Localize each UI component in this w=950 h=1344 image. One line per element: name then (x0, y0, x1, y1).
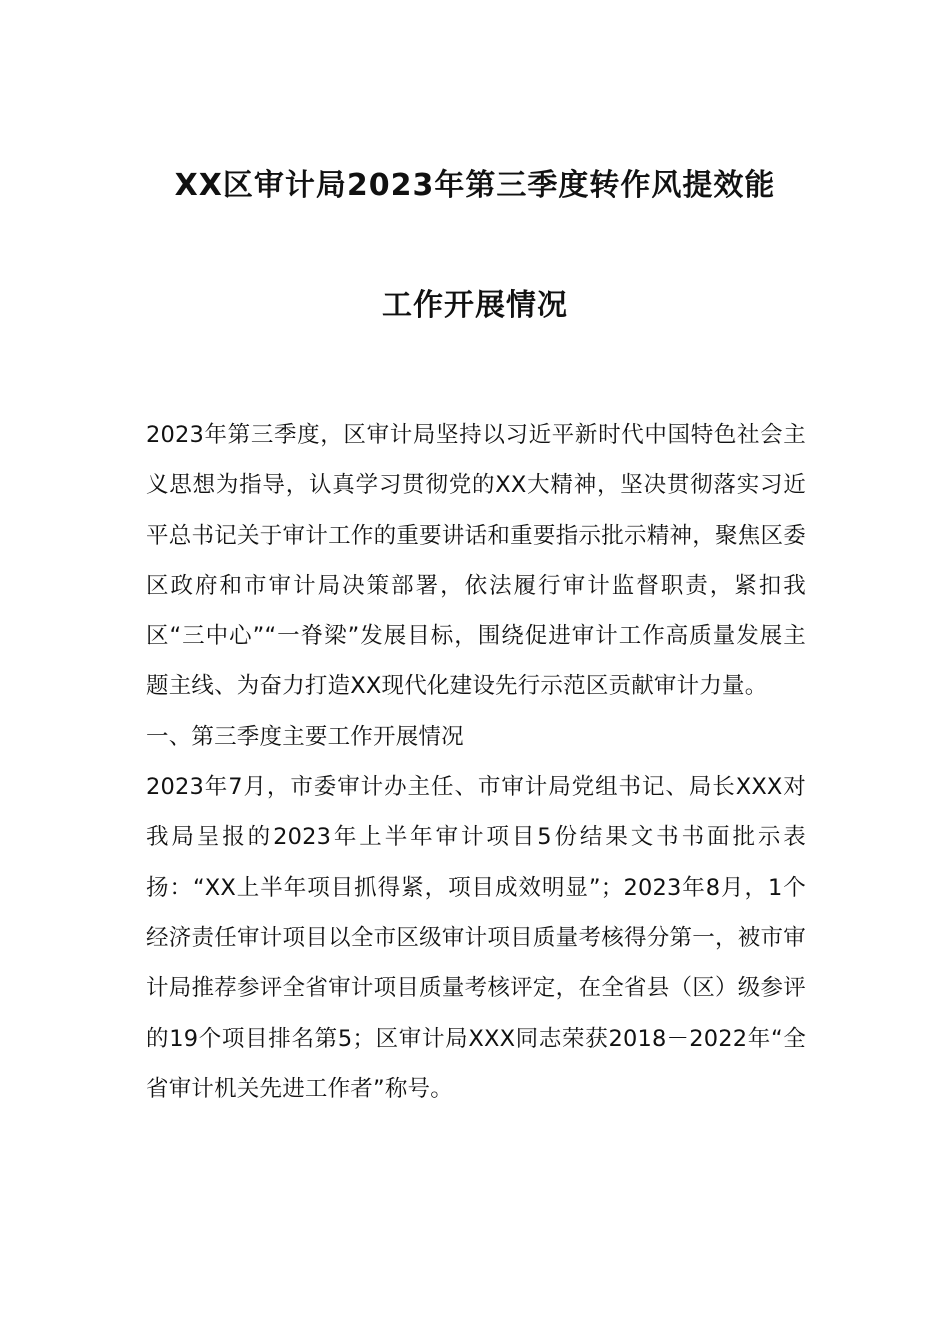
document-body (146, 410, 806, 1114)
document-title-line-2: 工作开展情况 (382, 288, 568, 323)
section-heading: 一、第三季度主要工作开展情况 (146, 723, 464, 750)
achievements-paragraph: 2023年7月，市委审计办主任、市审计局党组书记、局长XXX对我局呈报的2023年上半年审计项目5份结果文书书面批示表扬：“XX上半年项目抓得紧，项目成效明显”；2023年8月，1个经济责任审计项目以全市区级审计项目质量考核得分第一，被市审计局推荐参评全省审计项目质量考核评定，在全省县（区）级参评的19个项目排名第5；区审计局XXX同志荣获2018－2022年“全省审计机关先进工作者”称号。 (146, 774, 806, 1102)
document-title-line-1: XX区审计局2023年第三季度转作风提效能 (174, 168, 776, 203)
intro-paragraph: 2023年第三季度，区审计局坚持以习近平新时代中国特色社会主义思想为指导，认真学习贯彻党的XX大精神，坚决贯彻落实习近平总书记关于审计工作的重要讲话和重要指示批示精神，聚焦区委区政府和市审计局决策部署，依法履行审计监督职责，紧扣我区“三中心”“一脊梁”发展目标，围绕促进审计工作高质量发展主题主线、为奋力打造XX现代化建设先行示范区贡献审计力量。 (146, 422, 806, 700)
